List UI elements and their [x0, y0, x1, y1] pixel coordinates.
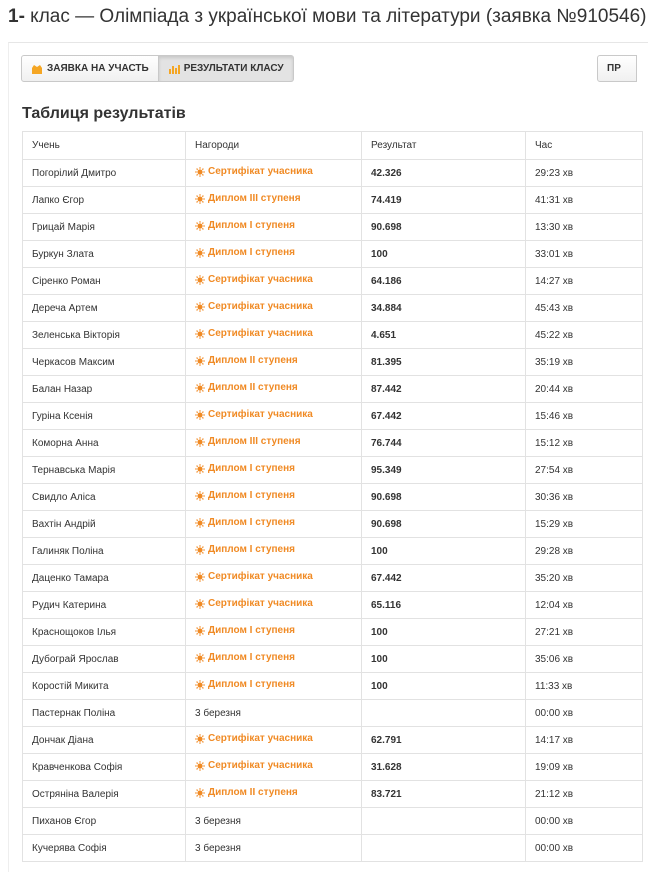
- award-cell: [186, 349, 362, 376]
- sun-icon: [195, 545, 205, 555]
- time-value: 14:27 хв: [526, 268, 643, 295]
- student-name: Кравченкова Софія: [23, 754, 186, 781]
- result-value: 76.744: [362, 430, 526, 457]
- table-row: [23, 430, 643, 457]
- sun-icon: [195, 464, 205, 474]
- award-cell: [186, 160, 362, 187]
- student-name: Свидло Аліса: [23, 484, 186, 511]
- award-label: Диплом ІІ ступеня: [208, 355, 298, 367]
- award-cell: [186, 592, 362, 619]
- student-name: Погорілий Дмитро: [23, 160, 186, 187]
- student-name: Тернавська Марія: [23, 457, 186, 484]
- time-value: 35:20 хв: [526, 565, 643, 592]
- right-truncated-button[interactable]: [597, 55, 637, 82]
- header-awards[interactable]: Нагороди: [186, 132, 362, 160]
- award-cell: [186, 214, 362, 241]
- award-cell: [186, 619, 362, 646]
- time-value: 41:31 хв: [526, 187, 643, 214]
- award-link[interactable]: [195, 382, 298, 393]
- view-toggle: [21, 55, 294, 82]
- award-cell: [186, 754, 362, 781]
- result-value: 83.721: [362, 781, 526, 808]
- table-row: [23, 268, 643, 295]
- award-cell: [186, 538, 362, 565]
- student-name: Дереча Артем: [23, 295, 186, 322]
- award-cell: [186, 565, 362, 592]
- award-cell: [186, 835, 362, 862]
- award-icon: [31, 64, 43, 74]
- award-cell: [186, 376, 362, 403]
- student-name: Гуріна Ксенія: [23, 403, 186, 430]
- table-row: [23, 322, 643, 349]
- award-link[interactable]: [195, 220, 295, 231]
- award-label: Сертифікат учасника: [208, 733, 313, 745]
- sun-icon: [195, 248, 205, 258]
- result-value: 65.116: [362, 592, 526, 619]
- table-row: [23, 484, 643, 511]
- award-label: Сертифікат учасника: [208, 166, 313, 178]
- time-value: 11:33 хв: [526, 673, 643, 700]
- table-row: [23, 700, 643, 727]
- student-name: Коморна Анна: [23, 430, 186, 457]
- time-value: 33:01 хв: [526, 241, 643, 268]
- table-row: [23, 457, 643, 484]
- award-link[interactable]: [195, 787, 298, 798]
- result-value: 67.442: [362, 403, 526, 430]
- time-value: 29:28 хв: [526, 538, 643, 565]
- result-value: 95.349: [362, 457, 526, 484]
- bar-chart-icon: [168, 64, 180, 74]
- award-link[interactable]: [195, 679, 295, 690]
- award-cell: [186, 268, 362, 295]
- sun-icon: [195, 275, 205, 285]
- time-value: 00:00 хв: [526, 700, 643, 727]
- award-label: Сертифікат учасника: [208, 274, 313, 286]
- award-link[interactable]: [195, 733, 313, 744]
- award-label: Сертифікат учасника: [208, 409, 313, 421]
- table-row: [23, 646, 643, 673]
- award-label: Сертифікат учасника: [208, 760, 313, 772]
- time-value: 00:00 хв: [526, 835, 643, 862]
- class-results-button[interactable]: [159, 55, 294, 82]
- result-value: 34.884: [362, 295, 526, 322]
- time-value: 45:22 хв: [526, 322, 643, 349]
- result-value: 90.698: [362, 484, 526, 511]
- student-name: Краснощоков Ілья: [23, 619, 186, 646]
- result-value: 64.186: [362, 268, 526, 295]
- student-name: Рудич Катерина: [23, 592, 186, 619]
- time-value: 45:43 хв: [526, 295, 643, 322]
- award-label: Диплом І ступеня: [208, 544, 295, 556]
- award-link[interactable]: [195, 166, 313, 177]
- award-label: Диплом І ступеня: [208, 679, 295, 691]
- table-row: [23, 241, 643, 268]
- sun-icon: [195, 194, 205, 204]
- award-cell: [186, 241, 362, 268]
- award-label: Диплом І ступеня: [208, 220, 295, 232]
- time-value: 00:00 хв: [526, 808, 643, 835]
- time-value: 35:06 хв: [526, 646, 643, 673]
- award-cell: [186, 403, 362, 430]
- award-link[interactable]: [195, 301, 313, 312]
- sun-icon: [195, 491, 205, 501]
- table-row: [23, 808, 643, 835]
- time-value: 20:44 хв: [526, 376, 643, 403]
- time-value: 14:17 хв: [526, 727, 643, 754]
- result-value: 100: [362, 619, 526, 646]
- award-link[interactable]: [195, 463, 295, 474]
- result-value: 100: [362, 646, 526, 673]
- award-cell: [186, 700, 362, 727]
- sun-icon: [195, 626, 205, 636]
- award-cell: [186, 808, 362, 835]
- award-date: 3 березня: [195, 842, 241, 854]
- result-value: 67.442: [362, 565, 526, 592]
- student-name: Галиняк Поліна: [23, 538, 186, 565]
- student-name: Лапко Єгор: [23, 187, 186, 214]
- sun-icon: [195, 329, 205, 339]
- sun-icon: [195, 599, 205, 609]
- result-value: 62.791: [362, 727, 526, 754]
- header-student[interactable]: Учень: [23, 132, 186, 160]
- award-label: Диплом ІІ ступеня: [208, 382, 298, 394]
- student-name: Буркун Злата: [23, 241, 186, 268]
- sun-icon: [195, 680, 205, 690]
- award-label: Сертифікат учасника: [208, 571, 313, 583]
- result-value: 87.442: [362, 376, 526, 403]
- award-label: Диплом ІІІ ступеня: [208, 193, 301, 205]
- result-value: 100: [362, 241, 526, 268]
- award-link[interactable]: [195, 517, 295, 528]
- sun-icon: [195, 437, 205, 447]
- award-label: Диплом І ступеня: [208, 463, 295, 475]
- award-link[interactable]: [195, 409, 313, 420]
- time-value: 12:04 хв: [526, 592, 643, 619]
- award-cell: [186, 781, 362, 808]
- time-value: 15:29 хв: [526, 511, 643, 538]
- student-name: Даценко Тамара: [23, 565, 186, 592]
- award-link[interactable]: [195, 436, 301, 447]
- result-value: 4.651: [362, 322, 526, 349]
- student-name: Сіренко Роман: [23, 268, 186, 295]
- award-link[interactable]: [195, 598, 313, 609]
- award-label: Сертифікат учасника: [208, 598, 313, 610]
- sun-icon: [195, 653, 205, 663]
- result-value: 90.698: [362, 214, 526, 241]
- table-row: [23, 565, 643, 592]
- student-name: Остряніна Валерія: [23, 781, 186, 808]
- result-value: [362, 835, 526, 862]
- time-value: 27:21 хв: [526, 619, 643, 646]
- sun-icon: [195, 761, 205, 771]
- award-label: Диплом І ступеня: [208, 247, 295, 259]
- award-link[interactable]: [195, 571, 313, 582]
- table-row: [23, 376, 643, 403]
- result-value: 90.698: [362, 511, 526, 538]
- award-link[interactable]: [195, 328, 313, 339]
- time-value: 19:09 хв: [526, 754, 643, 781]
- result-value: 74.419: [362, 187, 526, 214]
- table-row: [23, 511, 643, 538]
- table-row: [23, 754, 643, 781]
- student-name: Пастернак Поліна: [23, 700, 186, 727]
- right-button-label: ПР: [607, 63, 621, 74]
- student-name: Дубограй Ярослав: [23, 646, 186, 673]
- sun-icon: [195, 383, 205, 393]
- sun-icon: [195, 572, 205, 582]
- sun-icon: [195, 410, 205, 420]
- table-row: [23, 727, 643, 754]
- result-value: 31.628: [362, 754, 526, 781]
- time-value: 15:46 хв: [526, 403, 643, 430]
- table-row: [23, 295, 643, 322]
- student-name: Дончак Діана: [23, 727, 186, 754]
- page-title-text: клас — Олімпіада з української мови та літератури (заявка №910546): [24, 6, 647, 27]
- time-value: 35:19 хв: [526, 349, 643, 376]
- result-value: 81.395: [362, 349, 526, 376]
- result-value: 100: [362, 673, 526, 700]
- time-value: 29:23 хв: [526, 160, 643, 187]
- table-header-row: [23, 132, 643, 160]
- award-label: Сертифікат учасника: [208, 301, 313, 313]
- award-cell: [186, 646, 362, 673]
- apply-button-label: ЗАЯВКА НА УЧАСТЬ: [47, 63, 149, 74]
- award-cell: [186, 484, 362, 511]
- student-name: Балан Назар: [23, 376, 186, 403]
- award-date: 3 березня: [195, 707, 241, 719]
- table-row: [23, 673, 643, 700]
- award-label: Диплом І ступеня: [208, 490, 295, 502]
- header-time[interactable]: Час: [526, 132, 643, 160]
- award-cell: [186, 430, 362, 457]
- time-value: 13:30 хв: [526, 214, 643, 241]
- header-result[interactable]: Результат: [362, 132, 526, 160]
- student-name: Черкасов Максим: [23, 349, 186, 376]
- award-label: Диплом ІІ ступеня: [208, 787, 298, 799]
- table-row: [23, 592, 643, 619]
- table-row: [23, 619, 643, 646]
- time-value: 21:12 хв: [526, 781, 643, 808]
- time-value: 27:54 хв: [526, 457, 643, 484]
- sun-icon: [195, 302, 205, 312]
- student-name: Зеленська Вікторія: [23, 322, 186, 349]
- student-name: Пиханов Єгор: [23, 808, 186, 835]
- class-results-button-label: РЕЗУЛЬТАТИ КЛАСУ: [183, 63, 284, 74]
- table-row: [23, 835, 643, 862]
- award-cell: [186, 727, 362, 754]
- result-value: 100: [362, 538, 526, 565]
- page-title-number: 1-: [8, 6, 25, 27]
- result-value: [362, 808, 526, 835]
- table-row: [23, 781, 643, 808]
- award-link[interactable]: [195, 760, 313, 771]
- award-link[interactable]: [195, 274, 313, 285]
- student-name: Вахтін Андрій: [23, 511, 186, 538]
- student-name: Грицай Марія: [23, 214, 186, 241]
- award-label: Диплом І ступеня: [208, 625, 295, 637]
- table-row: [23, 160, 643, 187]
- sun-icon: [195, 167, 205, 177]
- award-cell: [186, 673, 362, 700]
- award-date: 3 березня: [195, 815, 241, 827]
- award-label: Диплом І ступеня: [208, 517, 295, 529]
- table-row: [23, 214, 643, 241]
- section-title: Таблиця результатів: [22, 105, 186, 122]
- award-link[interactable]: [195, 193, 301, 204]
- results-table-body: [23, 160, 643, 862]
- result-value: [362, 700, 526, 727]
- award-label: Диплом ІІІ ступеня: [208, 436, 301, 448]
- award-cell: [186, 511, 362, 538]
- student-name: Кучерява Софія: [23, 835, 186, 862]
- sun-icon: [195, 518, 205, 528]
- table-row: [23, 538, 643, 565]
- award-link[interactable]: [195, 490, 295, 501]
- award-link[interactable]: [195, 544, 295, 555]
- table-row: [23, 403, 643, 430]
- time-value: 30:36 хв: [526, 484, 643, 511]
- result-value: 42.326: [362, 160, 526, 187]
- page-title: [8, 6, 647, 28]
- table-row: [23, 187, 643, 214]
- award-link[interactable]: [195, 652, 295, 663]
- sun-icon: [195, 788, 205, 798]
- sun-icon: [195, 356, 205, 366]
- results-table: [22, 131, 643, 862]
- time-value: 15:12 хв: [526, 430, 643, 457]
- award-link[interactable]: [195, 247, 295, 258]
- table-row: [23, 349, 643, 376]
- award-label: Сертифікат учасника: [208, 328, 313, 340]
- award-link[interactable]: [195, 625, 295, 636]
- award-cell: [186, 457, 362, 484]
- sun-icon: [195, 221, 205, 231]
- award-label: Диплом І ступеня: [208, 652, 295, 664]
- award-cell: [186, 187, 362, 214]
- award-cell: [186, 322, 362, 349]
- sun-icon: [195, 734, 205, 744]
- student-name: Коростій Микита: [23, 673, 186, 700]
- award-link[interactable]: [195, 355, 298, 366]
- apply-button[interactable]: [21, 55, 159, 82]
- award-cell: [186, 295, 362, 322]
